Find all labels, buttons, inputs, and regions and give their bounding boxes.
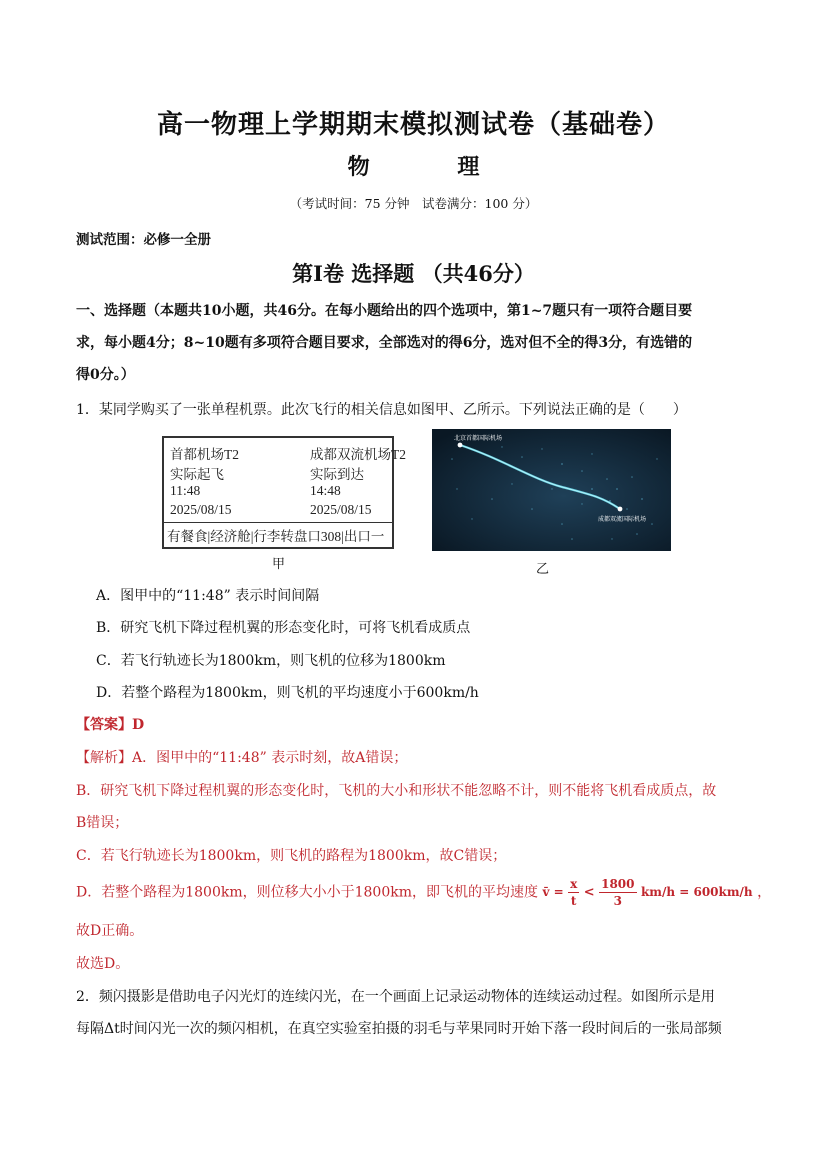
- analysis-d-line: [76, 872, 771, 912]
- instructions-line-2: 求，每小题4分；8~10题有多项符合题目要求，全部选对的得6分，选对但不全的得3分，有选错的: [76, 335, 693, 351]
- ticket-footer: 有餐食|经济舱|行李转盘口308|出口一: [167, 529, 385, 544]
- end-marker-icon: [618, 507, 623, 512]
- arrival-label: 实际到达: [310, 467, 364, 482]
- answer-line: 【答案】D: [76, 717, 145, 733]
- flight-map-graphic: [432, 429, 671, 551]
- arrival-time: 14:48: [310, 483, 341, 498]
- formula-numerator: 1800: [601, 876, 635, 891]
- departure-date: 2025/08/15: [170, 502, 232, 517]
- arrival-airport: 成都双流机场T2: [310, 447, 406, 462]
- formula-x: x: [570, 876, 578, 891]
- formula-fraction-value: [599, 876, 636, 909]
- instructions-line-3: 得0分。）: [76, 367, 135, 383]
- instructions-line-1: 一、选择题（本题共10小题，共46分。在每小题给出的四个选项中，第1~7题只有一项符合题目要: [76, 303, 693, 319]
- paper-title: 高一物理上学期期末模拟测试卷（基础卷）: [156, 110, 670, 140]
- map-label-end: 成都双流国际机场: [598, 516, 647, 523]
- ticket-divider: [164, 522, 392, 523]
- start-marker-icon: [458, 443, 463, 448]
- subject-heading: 物 理: [347, 154, 520, 180]
- figure-b-caption: 乙: [536, 562, 550, 577]
- formula-v: v̄ =: [542, 885, 564, 899]
- formula-result: km/h = 600km/h: [640, 885, 753, 899]
- test-scope: 测试范围：必修一全册: [76, 232, 211, 248]
- formula-comma: ，: [757, 884, 772, 901]
- question-1-stem: 1．某同学购买了一张单程机票。此次飞行的相关信息如图甲、乙所示。下列说法正确的是（ ）: [76, 402, 687, 418]
- choose-line: 故选D。: [76, 956, 130, 972]
- map-label-start: 北京首都国际机场: [454, 435, 503, 442]
- departure-label: 实际起飞: [170, 467, 224, 482]
- formula-fraction-xt: [568, 876, 579, 909]
- option-b: B．研究飞机下降过程机翼的形态变化时，可将飞机看成质点: [96, 620, 471, 636]
- arrival-date: 2025/08/15: [310, 502, 372, 517]
- ticket-figure: [162, 436, 406, 549]
- departure-time: 11:48: [170, 483, 201, 498]
- formula-denominator: 3: [613, 893, 622, 908]
- analysis-d-conclusion: 故D正确。: [76, 923, 144, 939]
- exam-info: （考试时间：75 分钟 试卷满分：100 分）: [289, 196, 538, 211]
- average-velocity-formula: [542, 872, 752, 913]
- analysis-a: 【解析】A．图甲中的“11:48” 表示时刻，故A错误；: [76, 750, 408, 766]
- figure-a-caption: 甲: [272, 557, 286, 572]
- section-title: 第Ⅰ卷 选择题 （共46分）: [292, 261, 535, 286]
- option-c: C．若飞行轨迹长为1800km，则飞机的位移为1800km: [96, 653, 446, 669]
- departure-airport: 首都机场T2: [170, 447, 239, 462]
- analysis-c: C．若飞行轨迹长为1800km，则飞机的路程为1800km，故C错误；: [76, 848, 507, 864]
- question-2-line-2: 每隔Δt时间闪光一次的频闪相机，在真空实验室拍摄的羽毛与苹果同时开始下落一段时间后的一张局部频: [76, 1021, 722, 1037]
- formula-lt: <: [583, 885, 595, 900]
- option-d: D．若整个路程为1800km，则飞机的平均速度小于600km/h: [96, 685, 479, 701]
- flight-map-figure: [432, 429, 671, 551]
- analysis-b-line-2: B错误；: [76, 815, 129, 831]
- analysis-b-line-1: B．研究飞机下降过程机翼的形态变化时，飞机的大小和形状不能忽略不计，则不能将飞机看成质点，故: [76, 783, 717, 799]
- analysis-d-text: D．若整个路程为1800km，则位移大小小于1800km，即飞机的平均速度: [76, 884, 538, 901]
- question-2-line-1: 2．频闪摄影是借助电子闪光灯的连续闪光，在一个画面上记录运动物体的连续运动过程。如图所示是用: [76, 989, 715, 1005]
- formula-t: t: [570, 893, 577, 908]
- option-a: A．图甲中的“11:48” 表示时间间隔: [96, 588, 320, 604]
